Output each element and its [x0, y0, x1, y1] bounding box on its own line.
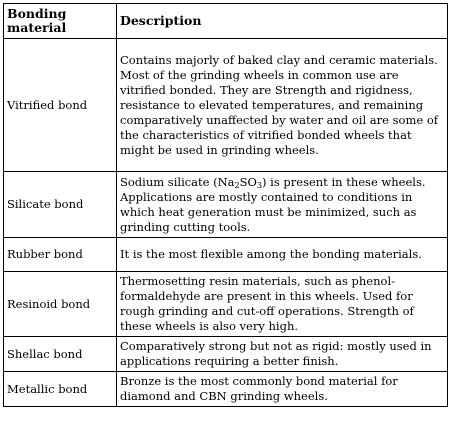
row-name: Shellac bond	[4, 337, 117, 372]
header-description: Description	[117, 4, 448, 39]
description-text: Sodium silicate (Na	[120, 174, 235, 189]
row-description: Contains majorly of baked clay and ceramic materials. Most of the grinding wheels in common use are vitrified bonded. They are Strength and rigidness, resistance to elevated temperatures, and remaining comparatively unaffected by water and oil are some of the characteristics of vitrified bonded wheels that might be used in grinding wheels.	[117, 39, 448, 172]
table-row	[4, 372, 448, 407]
table-row	[4, 39, 448, 172]
bonding-materials-table	[3, 3, 448, 407]
row-name: Rubber bond	[4, 238, 117, 272]
row-name: Vitrified bond	[4, 39, 117, 172]
table-row	[4, 272, 448, 337]
subscript: 3	[256, 180, 263, 190]
row-description: Thermosetting resin materials, such as phenol-formaldehyde are present in this wheels. Used for rough grinding and cut-off operations. Strength of these wheels is also very high.	[117, 272, 448, 337]
row-name: Resinoid bond	[4, 272, 117, 337]
description-text: SO	[239, 174, 257, 189]
table-row	[4, 172, 448, 238]
row-name: Metallic bond	[4, 372, 117, 407]
header-bonding-material: Bonding material	[4, 4, 117, 39]
row-name: Silicate bond	[4, 172, 117, 238]
table-row	[4, 337, 448, 372]
row-description: It is the most flexible among the bonding materials.	[117, 238, 448, 272]
subscript: 2	[234, 180, 240, 190]
row-description: Comparatively strong but not as rigid: mostly used in applications requiring a better finish.	[117, 337, 448, 372]
table-header-row	[4, 4, 448, 39]
row-description: Bronze is the most commonly bond material for diamond and CBN grinding wheels.	[117, 372, 448, 407]
description-text: ) is present in these wheels. Applications are mostly contained to conditions in which heat generation must be minimized, such as grinding cutting tools.	[120, 174, 426, 234]
bonding-materials-table-container	[3, 3, 447, 407]
row-description	[117, 172, 448, 238]
table-row	[4, 238, 448, 272]
